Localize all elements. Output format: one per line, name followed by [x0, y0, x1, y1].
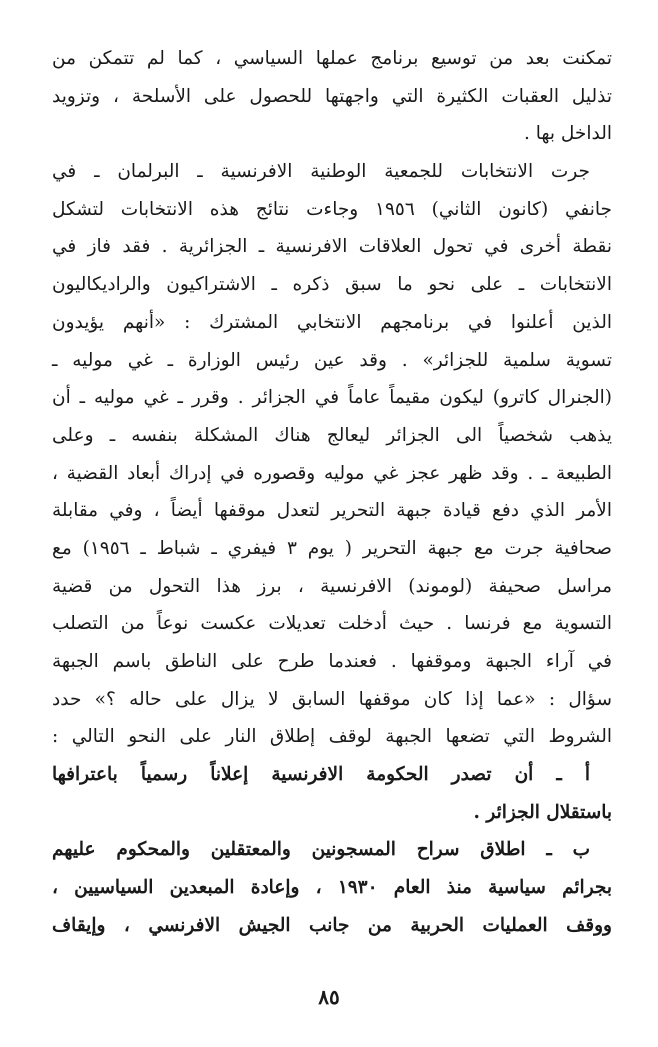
text-line: نقطة أخرى في تحول العلاقات الافرنسية ـ الجزائرية . فقد فاز في — [52, 236, 612, 258]
text-line: تمكنت بعد من توسيع برنامج عملها السياسي ، كما لم تتمكن من — [52, 48, 612, 69]
text-line: الطبيعة ـ . وقد ظهر عجز غي موليه وقصوره في إدراك أبعاد القضية ، — [52, 462, 612, 484]
text-line: بجرائم سياسية منذ العام ١٩٣٠ ، وإعادة المبعدين السياسيين ، — [52, 877, 612, 899]
text-line: الشروط التي تضعها الجبهة لوقف إطلاق النار على النحو التالي : — [52, 726, 612, 748]
text-line: الداخل بها . — [523, 123, 612, 145]
text-line: التسوية مع فرنسا . حيث أدخلت تعديلات عكست نوعاً من التصلب — [52, 613, 612, 635]
text-line: ووقف العمليات الحربية من جانب الجيش الافرنسي ، وإيقاف — [52, 914, 612, 936]
text-line: يذهب شخصياً الى الجزائر ليعالج هناك المشكلة بنفسه ـ وعلى — [52, 424, 612, 446]
text-line: تذليل العقبات الكثيرة التي واجهتها للحصول على الأسلحة ، وتزويد — [52, 85, 612, 107]
text-line: مراسل صحيفة (لوموند) الافرنسية ، برز هذا التحول من قضية — [52, 575, 612, 597]
text-line: باستقلال الجزائر . — [473, 801, 612, 823]
text-line: الذين أعلنوا في برنامجهم الانتخابي المشترك : «أنهم يؤيدون — [52, 311, 612, 333]
text-line: الأمر الذي دفع قيادة جبهة التحرير لتعدل موقفها أيضاً ، وفي مقابلة — [52, 500, 612, 522]
text-line: في آراء الجبهة وموقفها . فعندما طرح على الناطق باسم الجبهة — [52, 651, 612, 672]
text-line: تسوية سلمية للجزائر» . وقد عين رئيس الوزارة ـ غي موليه ـ — [52, 349, 612, 371]
body-text — [52, 40, 612, 945]
page-number: ٨٥ — [318, 985, 340, 1009]
text-line: الانتخابات ـ على نحو ما سبق ذكره ـ الاشتراكيون والراديكاليون — [52, 274, 612, 296]
text-line: جانفي (كانون الثاني) ١٩٥٦ وجاءت نتائج هذه الانتخابات لتشكل — [52, 198, 612, 220]
text-line: سؤال : «عما إذا كان موقفها السابق لا يزال على حاله ؟» حدد — [52, 688, 612, 710]
text-line: صحافية جرت مع جبهة التحرير ( يوم ٣ فيفري ـ شباط ـ ١٩٥٦) مع — [52, 537, 612, 559]
text-line: أ ـ أن تصدر الحكومة الافرنسية إعلاناً رسمياً باعترافها — [52, 764, 590, 786]
text-line: جرت الانتخابات للجمعية الوطنية الافرنسية ـ البرلمان ـ في — [52, 161, 590, 183]
text-line: (الجنرال كاترو) ليكون مقيماً عاماً في الجزائر . وقرر ـ غي موليه ـ أن — [52, 387, 612, 409]
text-line: ب ـ اطلاق سراح المسجونين والمعتقلين والمحكوم عليهم — [52, 839, 590, 861]
